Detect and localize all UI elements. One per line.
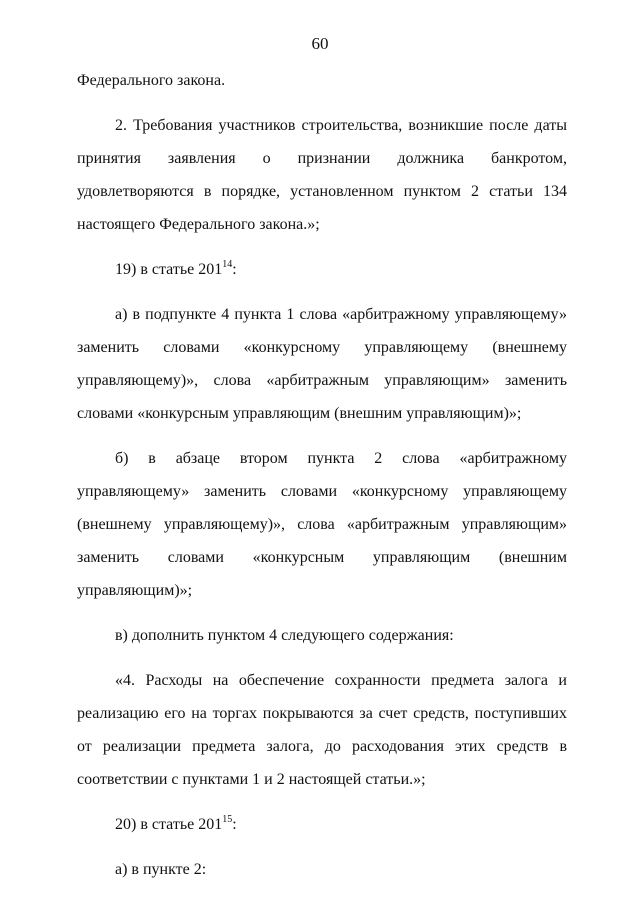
paragraph-item-20 [77, 808, 567, 841]
item-20-text: 20) в статье 201 [115, 816, 223, 833]
paragraph-subitem-v: в) дополнить пунктом 4 следующего содержания: [115, 627, 454, 644]
paragraph-item-2: 2. Требования участников строительства, возникшие после даты принятия заявления о признании должника банкротом, удовлетворяются в порядке, установленном пунктом 2 статьи 134 настоящего Федерального закона.»; [77, 117, 567, 233]
paragraph-quoted-item-4: «4. Расходы на обеспечение сохранности предмета залога и реализацию его на торгах покрываются за счет средств, поступивших от реализации предмета залога, до расходования этих средств в соответствии с пунктами 1 и 2 настоящей статьи.»; [77, 672, 567, 788]
item-19-text: 19) в статье 201 [115, 261, 223, 278]
item-19-superscript: 14 [222, 259, 233, 270]
item-20-colon: : [232, 816, 237, 833]
paragraph-item-19 [77, 253, 567, 286]
paragraph-subitem-b: б) в абзаце втором пункта 2 слова «арбитражному управляющему» заменить словами «конкурсному управляющему (внешнему управляющему)», слова «арбитражным управляющим» заменить словами «конкурсным управляющим (внешним управляющим)»; [77, 450, 567, 599]
paragraph-subitem-a: а) в подпункте 4 пункта 1 слова «арбитражному управляющему» заменить словами «конкурсному управляющему (внешнему управляющему)», слова «арбитражным управляющим» заменить словами «конкурсным управляющим (внешним управляющим)»; [77, 306, 567, 422]
document-body [77, 64, 567, 898]
item-19-colon: : [232, 261, 237, 278]
paragraph-continuation: Федерального закона. [77, 72, 226, 89]
item-20-superscript: 15 [222, 814, 233, 825]
paragraph-item-20-subitem-a: а) в пункте 2: [115, 861, 207, 878]
page-number: 60 [311, 34, 329, 53]
